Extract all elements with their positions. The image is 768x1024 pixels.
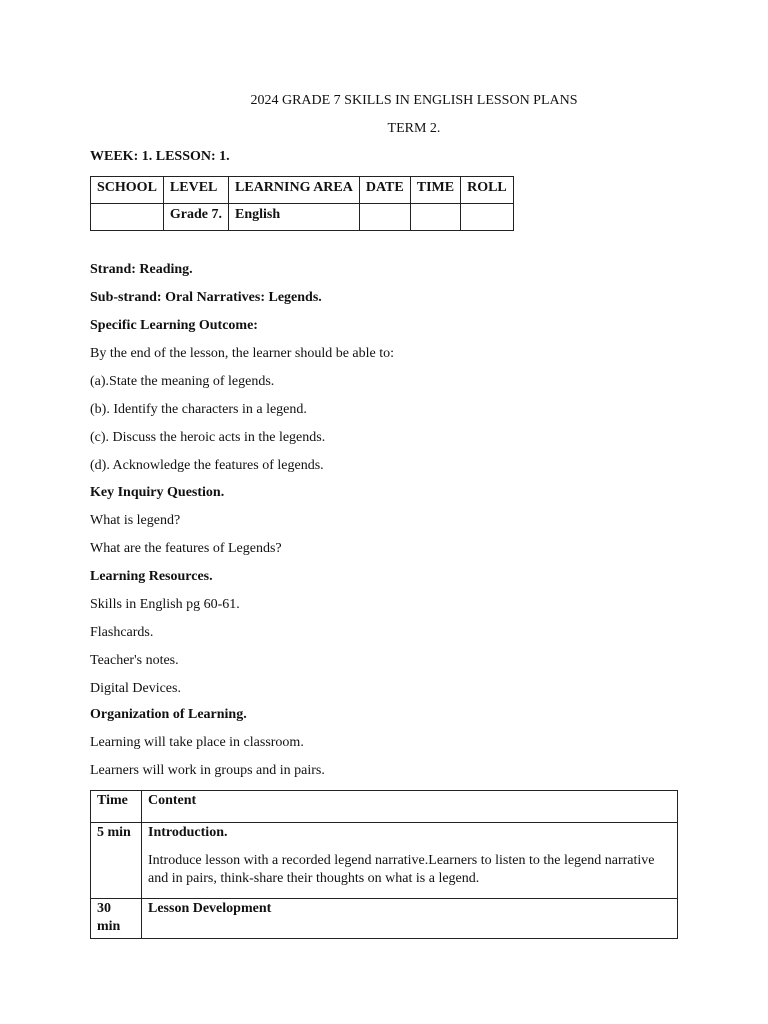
inquiry-question: What are the features of Legends? — [90, 541, 282, 556]
header-level: LEVEL — [163, 177, 228, 204]
header-time: Time — [91, 791, 142, 823]
resource-item: Teacher's notes. — [90, 653, 179, 668]
resource-item: Flashcards. — [90, 625, 154, 640]
header-content: Content — [142, 791, 678, 823]
row-text: Introduce lesson with a recorded legend narrative.Learners to listen to the legend narrative and in pairs, think-share their thoughts on what is a legend. — [148, 853, 655, 886]
resource-item: Skills in English pg 60-61. — [90, 597, 240, 612]
organization-item: Learning will take place in classroom. — [90, 735, 304, 750]
cell-time — [410, 204, 460, 231]
outcome-item: (b). Identify the characters in a legend. — [90, 402, 307, 417]
week-lesson-label: WEEK: 1. LESSON: 1. — [90, 149, 230, 164]
header-roll: ROLL — [461, 177, 514, 204]
document-title: 2024 GRADE 7 SKILLS IN ENGLISH LESSON PLANS — [250, 93, 578, 108]
table-row — [91, 899, 678, 939]
lesson-info-table — [90, 176, 514, 231]
inquiry-heading: Key Inquiry Question. — [90, 485, 225, 500]
document-term: TERM 2. — [387, 121, 441, 136]
outcome-item: (d). Acknowledge the features of legends. — [90, 458, 324, 473]
row-content — [142, 899, 678, 939]
outcome-intro: By the end of the lesson, the learner should be able to: — [90, 346, 395, 361]
resource-item: Digital Devices. — [90, 681, 181, 696]
cell-learning-area: English — [229, 204, 360, 231]
outcome-item: (a).State the meaning of legends. — [90, 374, 275, 389]
header-date: DATE — [359, 177, 410, 204]
row-heading: Lesson Development — [148, 901, 272, 916]
row-content — [142, 823, 678, 899]
cell-date — [359, 204, 410, 231]
header-time: TIME — [410, 177, 460, 204]
header-learning-area: LEARNING AREA — [229, 177, 360, 204]
lesson-steps-table — [90, 790, 678, 939]
table-header-row — [91, 177, 514, 204]
outcome-item: (c). Discuss the heroic acts in the legends. — [90, 430, 326, 445]
row-heading: Introduction. — [148, 825, 228, 840]
sub-strand-label: Sub-strand: Oral Narratives: Legends. — [90, 290, 322, 305]
row-time: 5 min — [91, 823, 142, 899]
cell-school — [91, 204, 164, 231]
table-header-row — [91, 791, 678, 823]
row-time: 30 min — [91, 899, 142, 939]
resources-heading: Learning Resources. — [90, 569, 213, 584]
cell-roll — [461, 204, 514, 231]
strand-label: Strand: Reading. — [90, 262, 193, 277]
table-row — [91, 823, 678, 899]
cell-level: Grade 7. — [163, 204, 228, 231]
organization-heading: Organization of Learning. — [90, 707, 247, 722]
table-row — [91, 204, 514, 231]
outcome-heading: Specific Learning Outcome: — [90, 318, 258, 333]
inquiry-question: What is legend? — [90, 513, 181, 528]
organization-item: Learners will work in groups and in pairs. — [90, 763, 325, 778]
header-school: SCHOOL — [91, 177, 164, 204]
